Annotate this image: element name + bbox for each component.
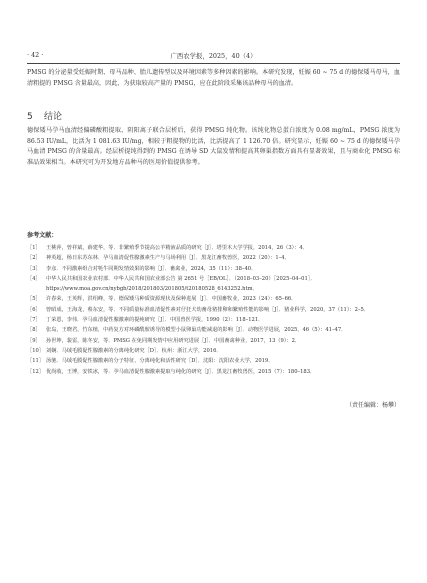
intro-paragraph: PMSG 的分泌量受妊娠时期、母马品种、胎儿遗传型以及环境因素等多种因素的影响。本研究发现，妊娠 60 ~ 75 d 的德保矮马母马，血清粗提的 PMSG 含量最高，因此，为获取较高产量的 PMSG，应在此阶段采集该品种母马的血清。 (27, 69, 400, 87)
journal-title: 广西农学报，2025，40（4） (170, 52, 257, 60)
reference-item (27, 325, 400, 335)
reference-text: 张岛，王晓君，竹东植，中药复方对环磷酰胺诱导的模型小鼠卵巢功能减退的影响［J］．动物医学进展，2025，46（5）：41–47． (46, 327, 347, 334)
reference-text: 王桃萍，曾祥斌，薛建华，等．非繁殖季节提高公羊精液品质的研究［J］．塔里木大学学报，2014，26（3）：4． (46, 245, 308, 251)
reference-number: ［2］ (27, 255, 41, 262)
reference-number: ［9］ (27, 337, 41, 344)
reference-number: ［12］ (27, 368, 44, 375)
reference-item (27, 336, 400, 346)
reference-text: 汤驰．马绒毛膜促性腺激素的分子特征、分离纯化和活性研究［D］．沈阳：沈阳农业大学，2019． (46, 358, 274, 365)
reference-number: ［7］ (27, 317, 41, 324)
reference-number: ［8］ (27, 327, 41, 334)
reference-item (27, 367, 400, 377)
reference-number: ［11］ (27, 358, 44, 365)
reference-item (27, 253, 400, 263)
reference-text: 神英超，杨日东苏东林．孕马血清促性腺激素生产与马场利用［J］．黑龙江畜牧兽医，2022（20）：1–4． (46, 255, 290, 262)
reference-number: ［10］ (27, 347, 44, 354)
reference-number: ［6］ (27, 306, 41, 313)
reference-text: 曾昭成，王海龙，蔡东安，等．不同质量标准血清促性素对仔狂犬幼畜母猪排卵和繁殖性能的影响［J］．猪业科学，2020，37（11）：2–5． (46, 306, 369, 313)
reference-text: 中华人民共和国农业农村部．中华人民共和国农业部公告 第 2651 号［EB/OL］．（2018–03–20）［2025–04–01］．https://www.moa.gov.cn/nybgb/2018/201803/201805/t20180528_6143252.htm． (46, 275, 316, 293)
section-heading (27, 109, 62, 122)
reference-list (27, 243, 400, 377)
reference-item (27, 274, 400, 295)
conclusion-paragraph: 德保矮马孕马血清经偏磷酸粗提取、阴阳离子联合层析后，获得 PMSG 纯化物。该纯化物总蛋白浓度为 0.08 mg/mL，PMSG 浓度为 86.53 IU/mL，比活为 1 081.63 IU/mg，相较于粗提物的比活，比活提高了 1 126.70 倍。研究显示，妊娠 60 ~ 75 d 的德保矮马孕马血清 PMSG 的含量最高。经层析提纯得到的 PMSG 在诱导 SD 大鼠发情和提高其卵巢指数方面具有显著效果，且与商业化 PMSG 标准品效果相当。本研究可为开发地方品种马的医用价值提供参考。 (27, 127, 400, 167)
reference-item (27, 264, 400, 274)
reference-item (27, 243, 400, 253)
reference-number: ［3］ (27, 265, 41, 272)
reference-number: ［1］ (27, 245, 41, 251)
reference-text: 李彦．不同激素组合对牦牛同期发情效果的影响［J］．畜禽业，2024，35（11）：38–40． (46, 265, 257, 272)
page-number: · 42 · (27, 51, 44, 59)
reference-item (27, 315, 400, 325)
reference-text: 优尚收，王博，安铁冰，等．孕马血清促性腺激素提取与纯化的研究［J］．黑龙江畜牧兽医，2015（7）：180–183． (46, 368, 316, 375)
reference-text: 孙世坤，裴雷，陈冬安，等．PMSG 在免同期发情中应用研究进展［J］．中国畜禽种业，2017，13（9）：2． (46, 337, 301, 344)
editor-note: （责任编辑：杨攀） (345, 402, 400, 409)
header-rule (27, 63, 400, 64)
reference-item (27, 346, 400, 356)
section-number: 5 (27, 112, 33, 122)
reference-item (27, 356, 400, 366)
references-title: 参考文献： (27, 232, 58, 239)
reference-text: 丁荣恩，李伟．孕马血清促性腺激素的提纯研究［J］．中国兽医学报，1990（2）：118–121． (46, 317, 264, 324)
reference-number: ［4］ (27, 275, 41, 282)
reference-text: 许春荣，王英辉，洪绍峰，等．德保矮马种质资源现状及保种进展［J］．中国畜牧业，2023（24）：65–66． (46, 296, 297, 303)
reference-item (27, 294, 400, 304)
section-title: 结论 (44, 112, 63, 122)
reference-number: ［5］ (27, 296, 41, 303)
reference-text: 刘娴．马绒毛膜促性腺激素的分离纯化研究［D］．杭州：浙江大学，2016． (46, 347, 222, 354)
running-header (27, 51, 400, 63)
reference-item (27, 305, 400, 315)
